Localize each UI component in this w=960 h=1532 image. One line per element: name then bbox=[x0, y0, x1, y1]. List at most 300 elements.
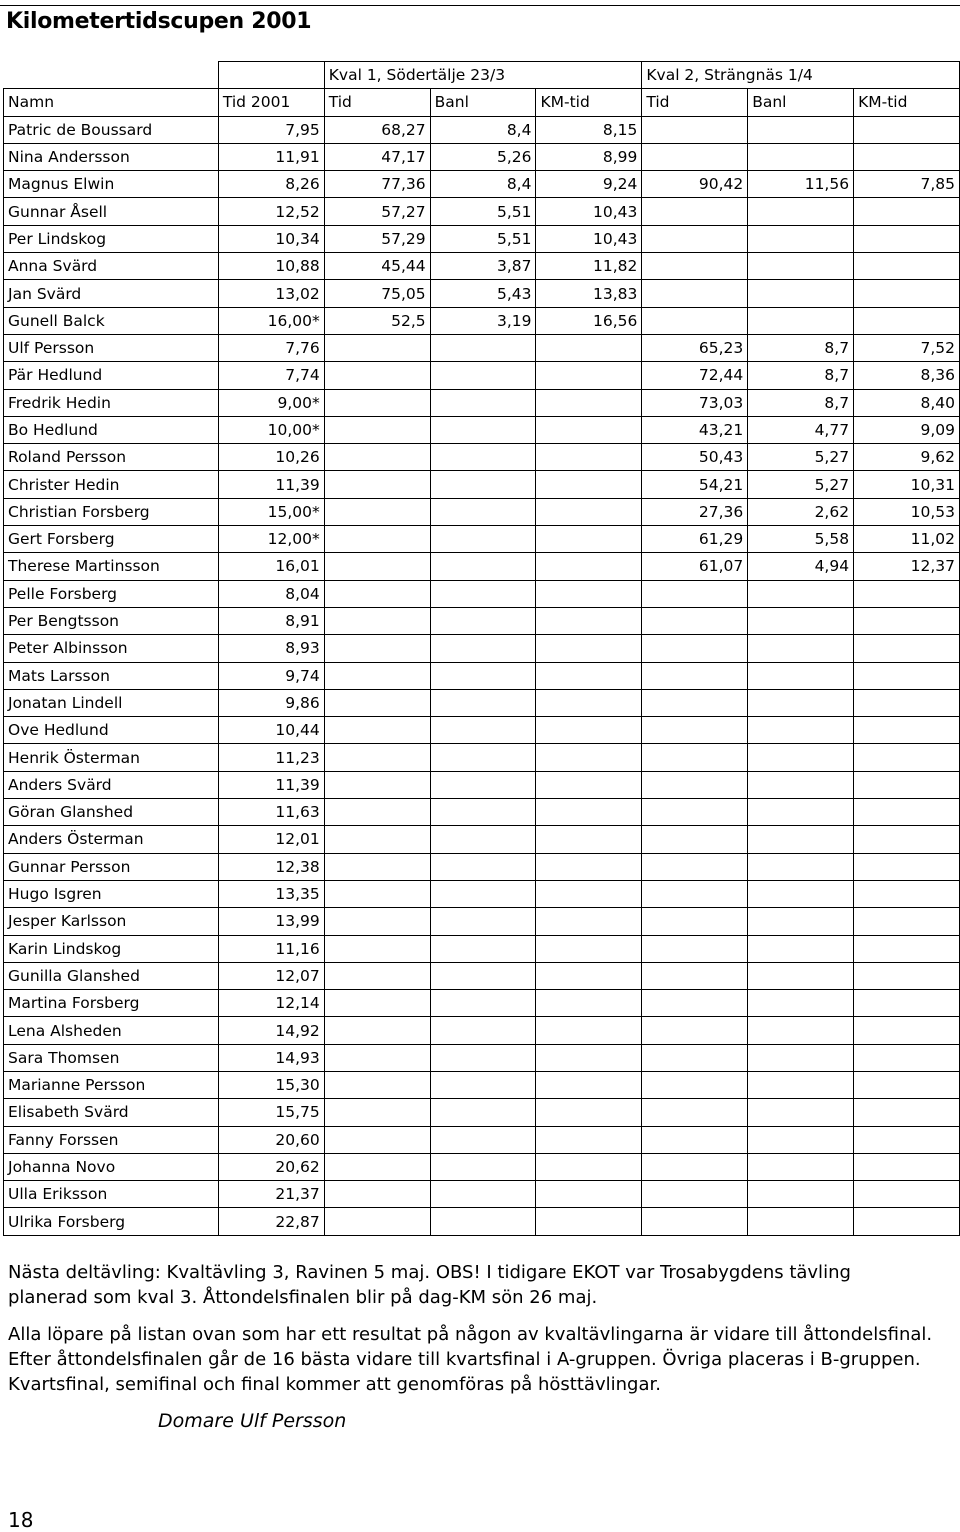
cell-kval1-km-tid bbox=[536, 1181, 642, 1208]
cell-kval1-banl bbox=[430, 1208, 536, 1235]
top-rule bbox=[0, 5, 960, 6]
cell-kval1-banl bbox=[430, 935, 536, 962]
cell-tid-2001: 15,75 bbox=[218, 1099, 324, 1126]
cell-kval2-banl bbox=[748, 990, 854, 1017]
cell-tid-2001: 10,26 bbox=[218, 444, 324, 471]
cell-tid-2001: 8,91 bbox=[218, 607, 324, 634]
table-row bbox=[4, 334, 960, 361]
referee-signature: Domare Ulf Persson bbox=[158, 1410, 347, 1432]
cell-kval2-banl bbox=[748, 116, 854, 143]
table-row bbox=[4, 826, 960, 853]
cell-tid-2001: 12,00* bbox=[218, 526, 324, 553]
cell-kval1-banl bbox=[430, 799, 536, 826]
cell-kval2-banl bbox=[748, 1099, 854, 1126]
cell-kval1-banl bbox=[430, 526, 536, 553]
cell-kval1-tid bbox=[324, 962, 430, 989]
page-number: 18 bbox=[8, 1508, 34, 1532]
cell-kval2-km-tid: 10,31 bbox=[854, 471, 960, 498]
cell-kval2-km-tid bbox=[854, 717, 960, 744]
cell-kval1-km-tid bbox=[536, 962, 642, 989]
column-header-kval2-tid: Tid bbox=[642, 89, 748, 116]
table-row bbox=[4, 744, 960, 771]
cell-tid-2001: 10,34 bbox=[218, 225, 324, 252]
cell-kval2-km-tid: 8,36 bbox=[854, 362, 960, 389]
cell-kval2-banl bbox=[748, 143, 854, 170]
cell-kval2-tid bbox=[642, 607, 748, 634]
cell-kval1-banl bbox=[430, 717, 536, 744]
cell-kval2-tid bbox=[642, 225, 748, 252]
cell-kval1-banl bbox=[430, 1126, 536, 1153]
cell-tid-2001: 11,39 bbox=[218, 471, 324, 498]
cell-name: Elisabeth Svärd bbox=[4, 1099, 219, 1126]
note-line: Nästa deltävling: Kvaltävling 3, Ravinen 5 maj. OBS! I tidigare EKOT var Trosabygdens tävling bbox=[8, 1262, 851, 1283]
cell-name: Gunnar Åsell bbox=[4, 198, 219, 225]
cell-tid-2001: 20,62 bbox=[218, 1153, 324, 1180]
cell-kval2-tid bbox=[642, 1044, 748, 1071]
cell-kval2-km-tid bbox=[854, 799, 960, 826]
cell-kval1-banl bbox=[430, 689, 536, 716]
cell-kval2-km-tid bbox=[854, 744, 960, 771]
cell-kval2-tid bbox=[642, 662, 748, 689]
cell-name: Anders Svärd bbox=[4, 771, 219, 798]
cell-kval1-tid bbox=[324, 526, 430, 553]
cell-kval1-km-tid bbox=[536, 771, 642, 798]
cell-kval1-banl: 3,87 bbox=[430, 253, 536, 280]
table-row bbox=[4, 389, 960, 416]
cell-kval1-km-tid bbox=[536, 444, 642, 471]
cell-kval2-tid bbox=[642, 853, 748, 880]
table-row bbox=[4, 1017, 960, 1044]
table-row bbox=[4, 526, 960, 553]
table-row bbox=[4, 771, 960, 798]
cell-kval1-km-tid bbox=[536, 1017, 642, 1044]
table-row bbox=[4, 1099, 960, 1126]
cell-name: Gunnar Persson bbox=[4, 853, 219, 880]
cell-kval2-banl bbox=[748, 1208, 854, 1235]
group-header-row bbox=[4, 62, 960, 89]
cell-tid-2001: 11,23 bbox=[218, 744, 324, 771]
cell-kval2-banl bbox=[748, 635, 854, 662]
cell-tid-2001: 11,91 bbox=[218, 143, 324, 170]
table-row bbox=[4, 607, 960, 634]
cell-kval2-tid: 27,36 bbox=[642, 498, 748, 525]
cell-name: Hugo Isgren bbox=[4, 880, 219, 907]
cell-kval1-tid bbox=[324, 908, 430, 935]
cell-kval1-km-tid bbox=[536, 1044, 642, 1071]
cell-kval1-tid: 77,36 bbox=[324, 171, 430, 198]
cell-name: Jesper Karlsson bbox=[4, 908, 219, 935]
cell-name: Per Lindskog bbox=[4, 225, 219, 252]
table-row bbox=[4, 580, 960, 607]
cell-tid-2001: 8,26 bbox=[218, 171, 324, 198]
cell-kval2-km-tid bbox=[854, 1044, 960, 1071]
table-row bbox=[4, 362, 960, 389]
cell-kval1-banl bbox=[430, 362, 536, 389]
cell-kval2-tid bbox=[642, 826, 748, 853]
column-header-name: Namn bbox=[4, 89, 219, 116]
cell-kval2-km-tid: 9,62 bbox=[854, 444, 960, 471]
page-title: Kilometertidscupen 2001 bbox=[6, 9, 312, 34]
cell-kval1-tid bbox=[324, 990, 430, 1017]
cell-kval2-km-tid bbox=[854, 771, 960, 798]
cell-kval2-tid bbox=[642, 1153, 748, 1180]
column-header-kval2-banl: Banl bbox=[748, 89, 854, 116]
cell-kval2-tid bbox=[642, 935, 748, 962]
cell-tid-2001: 7,95 bbox=[218, 116, 324, 143]
column-header-kval1-tid: Tid bbox=[324, 89, 430, 116]
cell-tid-2001: 12,07 bbox=[218, 962, 324, 989]
cell-kval2-banl: 5,58 bbox=[748, 526, 854, 553]
cell-kval2-tid bbox=[642, 799, 748, 826]
cell-name: Karin Lindskog bbox=[4, 935, 219, 962]
cell-kval2-tid: 72,44 bbox=[642, 362, 748, 389]
cell-kval2-km-tid bbox=[854, 253, 960, 280]
cell-kval2-km-tid bbox=[854, 1126, 960, 1153]
cell-tid-2001: 10,88 bbox=[218, 253, 324, 280]
cell-kval2-banl bbox=[748, 607, 854, 634]
table-row bbox=[4, 116, 960, 143]
table-row bbox=[4, 171, 960, 198]
cell-kval1-banl: 5,51 bbox=[430, 198, 536, 225]
cell-kval2-tid: 43,21 bbox=[642, 416, 748, 443]
cell-kval1-tid bbox=[324, 826, 430, 853]
cell-kval2-banl bbox=[748, 744, 854, 771]
cell-kval1-banl bbox=[430, 1099, 536, 1126]
cell-kval2-banl bbox=[748, 1071, 854, 1098]
cell-kval2-banl: 8,7 bbox=[748, 362, 854, 389]
cell-name: Bo Hedlund bbox=[4, 416, 219, 443]
table-row bbox=[4, 1126, 960, 1153]
cell-name: Göran Glanshed bbox=[4, 799, 219, 826]
cell-kval1-tid: 57,27 bbox=[324, 198, 430, 225]
cell-kval2-banl bbox=[748, 935, 854, 962]
cell-kval2-km-tid bbox=[854, 580, 960, 607]
cell-kval2-tid bbox=[642, 908, 748, 935]
cell-kval1-km-tid bbox=[536, 799, 642, 826]
cell-kval2-banl bbox=[748, 853, 854, 880]
table-row bbox=[4, 880, 960, 907]
cell-kval2-km-tid bbox=[854, 635, 960, 662]
cell-kval2-km-tid: 10,53 bbox=[854, 498, 960, 525]
cell-kval1-banl bbox=[430, 1153, 536, 1180]
cell-kval1-banl bbox=[430, 1181, 536, 1208]
cell-kval1-km-tid bbox=[536, 908, 642, 935]
cell-kval2-banl bbox=[748, 198, 854, 225]
table-row bbox=[4, 307, 960, 334]
cell-kval1-km-tid bbox=[536, 362, 642, 389]
cell-kval2-banl bbox=[748, 1181, 854, 1208]
table-row bbox=[4, 662, 960, 689]
cell-kval1-tid bbox=[324, 553, 430, 580]
blank-cell bbox=[218, 62, 324, 89]
next-competition-note bbox=[8, 1260, 851, 1310]
cell-kval2-tid bbox=[642, 689, 748, 716]
cell-kval1-tid bbox=[324, 1181, 430, 1208]
table-row bbox=[4, 962, 960, 989]
cell-kval1-km-tid bbox=[536, 662, 642, 689]
cell-kval1-km-tid bbox=[536, 935, 642, 962]
cell-name: Henrik Österman bbox=[4, 744, 219, 771]
cell-name: Ulf Persson bbox=[4, 334, 219, 361]
table-row bbox=[4, 253, 960, 280]
cell-kval1-tid bbox=[324, 662, 430, 689]
cell-kval1-banl bbox=[430, 580, 536, 607]
cell-kval1-tid bbox=[324, 416, 430, 443]
cell-tid-2001: 9,86 bbox=[218, 689, 324, 716]
cell-kval1-km-tid bbox=[536, 1099, 642, 1126]
cell-name: Gunell Balck bbox=[4, 307, 219, 334]
cell-kval2-banl bbox=[748, 908, 854, 935]
cell-kval1-banl bbox=[430, 498, 536, 525]
cell-tid-2001: 15,30 bbox=[218, 1071, 324, 1098]
table-row bbox=[4, 935, 960, 962]
cell-kval1-km-tid bbox=[536, 471, 642, 498]
cell-kval1-km-tid: 13,83 bbox=[536, 280, 642, 307]
cell-tid-2001: 9,74 bbox=[218, 662, 324, 689]
cell-kval2-tid: 65,23 bbox=[642, 334, 748, 361]
cell-kval2-km-tid bbox=[854, 143, 960, 170]
cell-kval1-km-tid bbox=[536, 416, 642, 443]
table-row bbox=[4, 553, 960, 580]
table-row bbox=[4, 280, 960, 307]
cell-name: Gunilla Glanshed bbox=[4, 962, 219, 989]
blank-cell bbox=[4, 62, 219, 89]
cell-kval1-km-tid bbox=[536, 1153, 642, 1180]
table-row bbox=[4, 444, 960, 471]
cell-name: Peter Albinsson bbox=[4, 635, 219, 662]
cell-name: Martina Forsberg bbox=[4, 990, 219, 1017]
cell-kval1-tid: 57,29 bbox=[324, 225, 430, 252]
cell-kval2-tid: 61,29 bbox=[642, 526, 748, 553]
cell-tid-2001: 8,93 bbox=[218, 635, 324, 662]
cell-kval2-banl bbox=[748, 717, 854, 744]
cell-kval2-banl: 4,94 bbox=[748, 553, 854, 580]
cell-kval1-km-tid bbox=[536, 826, 642, 853]
cell-tid-2001: 7,76 bbox=[218, 334, 324, 361]
cell-kval1-banl bbox=[430, 1044, 536, 1071]
cell-kval2-banl bbox=[748, 580, 854, 607]
cell-kval2-banl: 4,77 bbox=[748, 416, 854, 443]
note-line: planerad som kval 3. Åttondelsfinalen blir på dag-KM sön 26 maj. bbox=[8, 1287, 598, 1308]
cell-kval1-km-tid: 10,43 bbox=[536, 198, 642, 225]
cell-kval1-banl bbox=[430, 1017, 536, 1044]
cell-kval1-tid bbox=[324, 1099, 430, 1126]
cell-name: Fanny Forssen bbox=[4, 1126, 219, 1153]
cell-kval1-tid bbox=[324, 498, 430, 525]
cell-kval1-banl bbox=[430, 471, 536, 498]
cell-kval2-km-tid bbox=[854, 1071, 960, 1098]
cell-tid-2001: 13,99 bbox=[218, 908, 324, 935]
cell-kval2-banl bbox=[748, 1044, 854, 1071]
cell-kval2-km-tid bbox=[854, 689, 960, 716]
cell-kval2-banl bbox=[748, 307, 854, 334]
table-row bbox=[4, 471, 960, 498]
cell-kval1-banl bbox=[430, 553, 536, 580]
cell-kval2-banl bbox=[748, 1126, 854, 1153]
cell-name: Lena Alsheden bbox=[4, 1017, 219, 1044]
cell-kval1-banl bbox=[430, 635, 536, 662]
cell-kval1-tid bbox=[324, 334, 430, 361]
table-row bbox=[4, 717, 960, 744]
cell-kval2-tid bbox=[642, 1208, 748, 1235]
group-kval1-header: Kval 1, Södertälje 23/3 bbox=[324, 62, 642, 89]
cell-kval2-banl bbox=[748, 962, 854, 989]
cell-tid-2001: 21,37 bbox=[218, 1181, 324, 1208]
cell-kval2-tid bbox=[642, 717, 748, 744]
cell-kval2-km-tid bbox=[854, 1208, 960, 1235]
cell-name: Ove Hedlund bbox=[4, 717, 219, 744]
cell-tid-2001: 8,04 bbox=[218, 580, 324, 607]
cell-kval1-tid bbox=[324, 689, 430, 716]
cell-kval2-km-tid: 12,37 bbox=[854, 553, 960, 580]
column-header-kval1-banl: Banl bbox=[430, 89, 536, 116]
cell-kval2-km-tid bbox=[854, 853, 960, 880]
cell-name: Christer Hedin bbox=[4, 471, 219, 498]
note-line: Kvartsfinal, semifinal och final kommer att genomföras på hösttävlingar. bbox=[8, 1374, 661, 1395]
cell-kval1-banl bbox=[430, 826, 536, 853]
cell-name: Fredrik Hedin bbox=[4, 389, 219, 416]
cell-kval1-km-tid bbox=[536, 607, 642, 634]
cell-kval1-banl: 5,26 bbox=[430, 143, 536, 170]
cell-kval1-banl bbox=[430, 771, 536, 798]
cell-kval1-km-tid bbox=[536, 498, 642, 525]
cell-kval1-km-tid: 8,99 bbox=[536, 143, 642, 170]
cell-name: Roland Persson bbox=[4, 444, 219, 471]
cell-kval2-km-tid bbox=[854, 198, 960, 225]
cell-kval1-km-tid bbox=[536, 717, 642, 744]
cell-tid-2001: 11,39 bbox=[218, 771, 324, 798]
cell-kval2-banl bbox=[748, 253, 854, 280]
cell-kval2-banl: 5,27 bbox=[748, 471, 854, 498]
cell-name: Sara Thomsen bbox=[4, 1044, 219, 1071]
cell-kval2-km-tid: 11,02 bbox=[854, 526, 960, 553]
cell-kval2-tid bbox=[642, 635, 748, 662]
cell-kval2-tid bbox=[642, 143, 748, 170]
rules-note bbox=[8, 1322, 932, 1397]
cell-kval2-banl bbox=[748, 1017, 854, 1044]
cell-kval1-banl bbox=[430, 880, 536, 907]
cell-kval2-banl: 11,56 bbox=[748, 171, 854, 198]
cell-kval1-tid: 47,17 bbox=[324, 143, 430, 170]
cell-tid-2001: 11,16 bbox=[218, 935, 324, 962]
cell-kval1-tid bbox=[324, 880, 430, 907]
cell-kval1-km-tid bbox=[536, 853, 642, 880]
cell-name: Nina Andersson bbox=[4, 143, 219, 170]
cell-kval2-banl bbox=[748, 771, 854, 798]
column-header-kval1-km-tid: KM-tid bbox=[536, 89, 642, 116]
cell-name: Anders Österman bbox=[4, 826, 219, 853]
table-row bbox=[4, 908, 960, 935]
cell-kval2-km-tid bbox=[854, 1017, 960, 1044]
cell-kval1-banl bbox=[430, 990, 536, 1017]
cell-kval2-banl bbox=[748, 225, 854, 252]
cell-name: Per Bengtsson bbox=[4, 607, 219, 634]
cell-kval1-banl: 3,19 bbox=[430, 307, 536, 334]
cell-kval1-km-tid bbox=[536, 880, 642, 907]
cell-kval1-tid bbox=[324, 1071, 430, 1098]
cell-kval1-banl bbox=[430, 607, 536, 634]
cell-kval2-km-tid bbox=[854, 280, 960, 307]
cell-kval2-km-tid bbox=[854, 908, 960, 935]
cell-kval1-banl bbox=[430, 1071, 536, 1098]
cell-kval1-km-tid bbox=[536, 689, 642, 716]
cell-tid-2001: 20,60 bbox=[218, 1126, 324, 1153]
cell-kval2-tid bbox=[642, 580, 748, 607]
cell-kval2-banl: 5,27 bbox=[748, 444, 854, 471]
cell-kval2-tid bbox=[642, 962, 748, 989]
cell-kval1-km-tid: 10,43 bbox=[536, 225, 642, 252]
group-kval2-header: Kval 2, Strängnäs 1/4 bbox=[642, 62, 960, 89]
cell-tid-2001: 22,87 bbox=[218, 1208, 324, 1235]
cell-tid-2001: 12,52 bbox=[218, 198, 324, 225]
cell-kval1-km-tid bbox=[536, 334, 642, 361]
cell-kval1-banl: 8,4 bbox=[430, 171, 536, 198]
cell-kval1-banl: 5,43 bbox=[430, 280, 536, 307]
table-row bbox=[4, 225, 960, 252]
cell-kval1-km-tid: 8,15 bbox=[536, 116, 642, 143]
cell-kval1-banl bbox=[430, 853, 536, 880]
cell-kval1-km-tid bbox=[536, 580, 642, 607]
cell-name: Johanna Novo bbox=[4, 1153, 219, 1180]
cell-kval1-tid bbox=[324, 771, 430, 798]
cell-name: Marianne Persson bbox=[4, 1071, 219, 1098]
cell-name: Patric de Boussard bbox=[4, 116, 219, 143]
cell-kval2-tid bbox=[642, 198, 748, 225]
cell-kval1-banl bbox=[430, 389, 536, 416]
note-line: Alla löpare på listan ovan som har ett resultat på någon av kvaltävlingarna är vidare till åttondelsfinal. bbox=[8, 1324, 933, 1345]
cell-tid-2001: 9,00* bbox=[218, 389, 324, 416]
cell-tid-2001: 15,00* bbox=[218, 498, 324, 525]
cell-kval2-banl bbox=[748, 799, 854, 826]
table-row bbox=[4, 1181, 960, 1208]
table-row bbox=[4, 1208, 960, 1235]
cell-name: Jonatan Lindell bbox=[4, 689, 219, 716]
cell-kval2-tid bbox=[642, 771, 748, 798]
cell-kval1-km-tid: 16,56 bbox=[536, 307, 642, 334]
cell-kval2-tid bbox=[642, 1126, 748, 1153]
cell-kval1-km-tid: 11,82 bbox=[536, 253, 642, 280]
table-row bbox=[4, 853, 960, 880]
cell-kval1-km-tid bbox=[536, 990, 642, 1017]
cell-kval1-tid bbox=[324, 1208, 430, 1235]
cell-name: Pär Hedlund bbox=[4, 362, 219, 389]
cell-kval1-tid bbox=[324, 1153, 430, 1180]
cell-name: Gert Forsberg bbox=[4, 526, 219, 553]
cell-kval2-banl: 2,62 bbox=[748, 498, 854, 525]
cell-kval1-tid: 52,5 bbox=[324, 307, 430, 334]
cell-kval2-tid bbox=[642, 280, 748, 307]
cell-tid-2001: 10,00* bbox=[218, 416, 324, 443]
cell-kval2-tid: 73,03 bbox=[642, 389, 748, 416]
cell-kval1-tid bbox=[324, 1017, 430, 1044]
cell-kval2-km-tid: 8,40 bbox=[854, 389, 960, 416]
cell-kval2-banl: 8,7 bbox=[748, 334, 854, 361]
cell-kval1-banl bbox=[430, 962, 536, 989]
cell-kval2-km-tid bbox=[854, 307, 960, 334]
table-row bbox=[4, 990, 960, 1017]
cell-kval2-tid bbox=[642, 116, 748, 143]
cell-name: Mats Larsson bbox=[4, 662, 219, 689]
cell-kval2-km-tid bbox=[854, 990, 960, 1017]
cell-kval2-tid bbox=[642, 880, 748, 907]
cell-kval2-tid bbox=[642, 1071, 748, 1098]
cell-kval1-tid bbox=[324, 635, 430, 662]
cell-kval1-tid bbox=[324, 717, 430, 744]
cell-kval1-km-tid bbox=[536, 744, 642, 771]
cell-kval1-tid bbox=[324, 799, 430, 826]
cell-kval2-tid bbox=[642, 744, 748, 771]
table-row bbox=[4, 635, 960, 662]
